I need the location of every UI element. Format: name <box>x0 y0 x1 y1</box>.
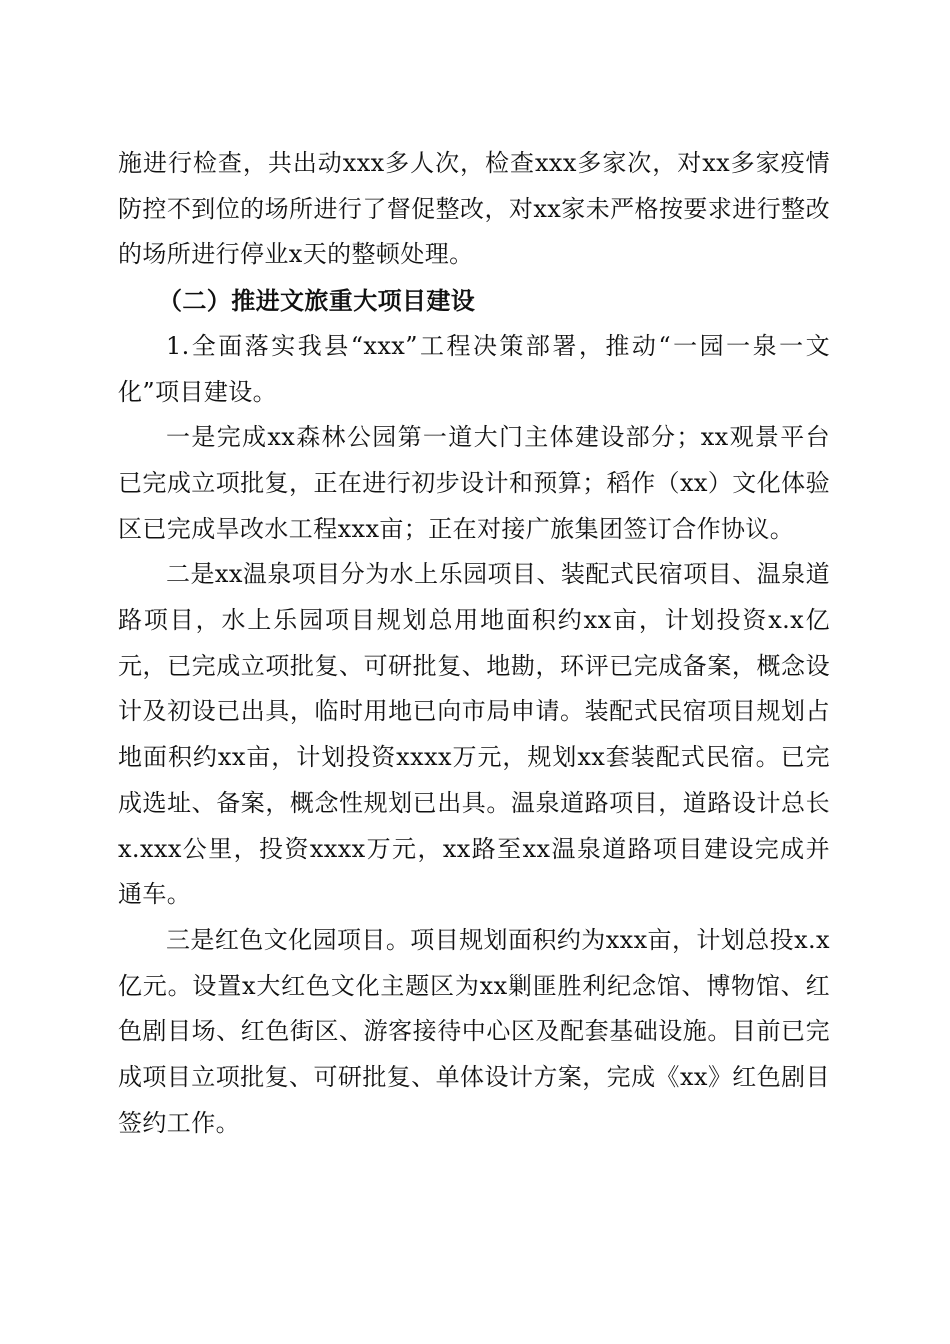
document-body <box>118 141 830 1146</box>
paragraph-inspection-summary: 施进行检查，共出动xxx多人次，检查xxx多家次，对xx多家疫情防控不到位的场所进行了督促整改，对xx家未严格按要求进行整改的场所进行停业x天的整顿处理。 <box>118 149 830 269</box>
paragraph-forest-park: 一是完成xx森林公园第一道大门主体建设部分；xx观景平台已完成立项批复，正在进行初步设计和预算；稻作（xx）文化体验区已完成旱改水工程xxx亩；正在对接广旅集团签订合作协议。 <box>118 423 830 543</box>
paragraph-item-1: 1.全面落实我县“xxx”工程决策部署，推动“一园一泉一文化”项目建设。 <box>118 331 830 406</box>
section-heading-major-projects: （二）推进文旅重大项目建设 <box>158 286 476 316</box>
paragraph-red-culture-park: 三是红色文化园项目。项目规划面积约为xxx亩，计划总投x.x亿元。设置x大红色文化主题区为xx剿匪胜利纪念馆、博物馆、红色剧目场、红色街区、游客接待中心区及配套基础设施。目前已完成项目立项批复、可研批复、单体设计方案，完成《xx》红色剧目签约工作。 <box>118 925 830 1137</box>
paragraph-hot-spring-project: 二是xx温泉项目分为水上乐园项目、装配式民宿项目、温泉道路项目，水上乐园项目规划总用地面积约xx亩，计划投资x.x亿元，已完成立项批复、可研批复、地勘，环评已完成备案，概念设计及初设已出具，临时用地已向市局申请。装配式民宿项目规划占地面积约xx亩，计划投资xxxx万元，规划xx套装配式民宿。已完成选址、备案，概念性规划已出具。温泉道路项目，道路设计总长x.xxx公里，投资xxxx万元，xx路至xx温泉道路项目建设完成并通车。 <box>118 560 830 909</box>
